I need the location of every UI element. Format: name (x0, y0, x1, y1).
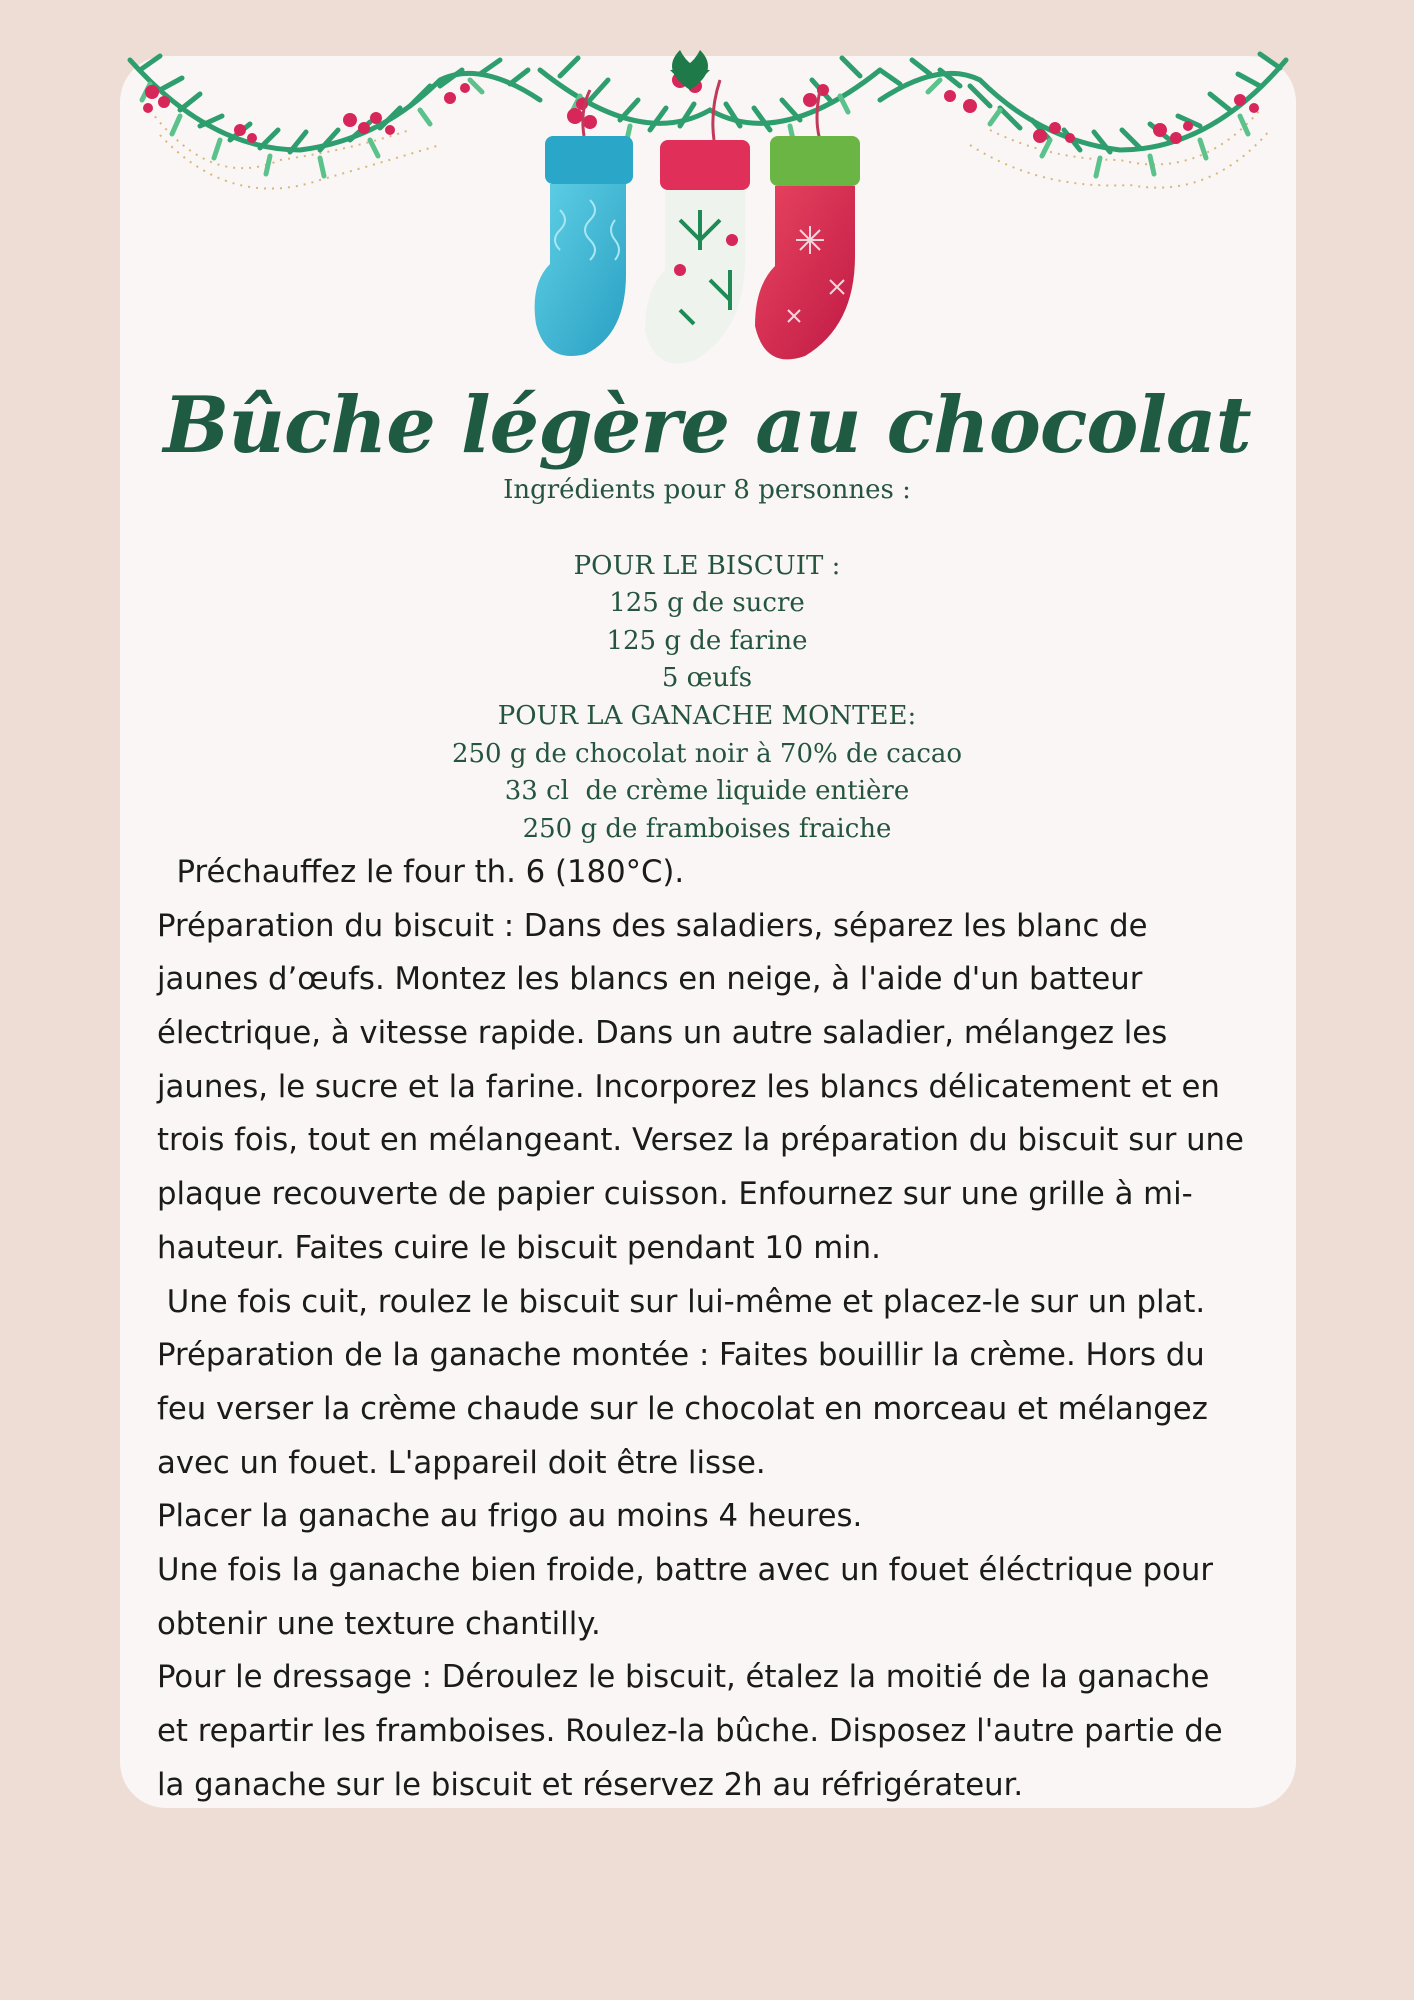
step-line: Une fois la ganache bien froide, battre avec un fouet éléctrique pour (157, 1551, 1214, 1588)
step-line: Préchauffez le four th. 6 (180°C). (157, 854, 685, 890)
ganache-heading: POUR LA GANACHE MONTEE: (497, 700, 917, 731)
step-line: hauteur. Faites cuire le biscuit pendant 10 min. (157, 1229, 881, 1266)
christmas-decoration (120, 40, 1296, 400)
ingredient-item: 125 g de farine (606, 625, 808, 656)
step-line: jaunes d’œufs. Montez les blancs en neige, à l'aide d'un batteur (157, 961, 1143, 998)
ingredient-item: 5 œufs (661, 663, 753, 694)
stocking-white-icon (645, 140, 750, 363)
stocking-red-icon (755, 136, 860, 359)
ingredients-heading: Ingrédients pour 8 personnes : (503, 475, 911, 505)
stocking-blue-icon (535, 136, 633, 356)
ingredient-item: 125 g de sucre (609, 588, 805, 619)
step-line: Une fois cuit, roulez le biscuit sur lui-même et placez-le sur un plat. (157, 1283, 1206, 1320)
step-line: jaunes, le sucre et la farine. Incorporez les blancs délicatement et en (157, 1068, 1220, 1105)
pine-garland-icon (130, 56, 540, 176)
ingredient-item: 33 cl de crème liquide entière (504, 776, 910, 807)
biscuit-heading: POUR LE BISCUIT : (573, 550, 841, 581)
step-line: obtenir une texture chantilly. (157, 1605, 601, 1642)
spacer (0, 510, 1414, 548)
step-line: Préparation de la ganache montée : Faites bouillir la crème. Hors du (157, 1337, 1205, 1374)
step-line: plaque recouverte de papier cuisson. Enfournez sur une grille à mi- (157, 1176, 1193, 1213)
ingredient-item: 250 g de chocolat noir à 70% de cacao (451, 738, 963, 769)
step-line: Préparation du biscuit : Dans des saladiers, séparez les blanc de (157, 907, 1148, 944)
pine-garland-icon (540, 58, 880, 144)
ingredients-section (0, 472, 1414, 848)
ingredient-item: 250 g de framboises fraiche (522, 813, 892, 844)
recipe-steps (157, 846, 1307, 1812)
step-line: électrique, à vitesse rapide. Dans un autre saladier, mélangez les (157, 1015, 1168, 1052)
step-line: Placer la ganache au frigo au moins 4 heures. (157, 1498, 863, 1535)
step-line: Pour le dressage : Déroulez le biscuit, étalez la moitié de la ganache (157, 1659, 1210, 1696)
recipe-title: Bûche légère au chocolat (163, 380, 1251, 471)
step-line: trois fois, tout en mélangeant. Versez la préparation du biscuit sur une (157, 1122, 1244, 1159)
step-line: feu verser la crème chaude sur le chocolat en morceau et mélangez (157, 1390, 1208, 1427)
step-line: et repartir les framboises. Roulez-la bûche. Disposez l'autre partie de (157, 1713, 1223, 1749)
step-line: la ganache sur le biscuit et réservez 2h au réfrigérateur. (157, 1766, 1024, 1803)
step-line: avec un fouet. L'appareil doit être lisse. (157, 1444, 766, 1481)
